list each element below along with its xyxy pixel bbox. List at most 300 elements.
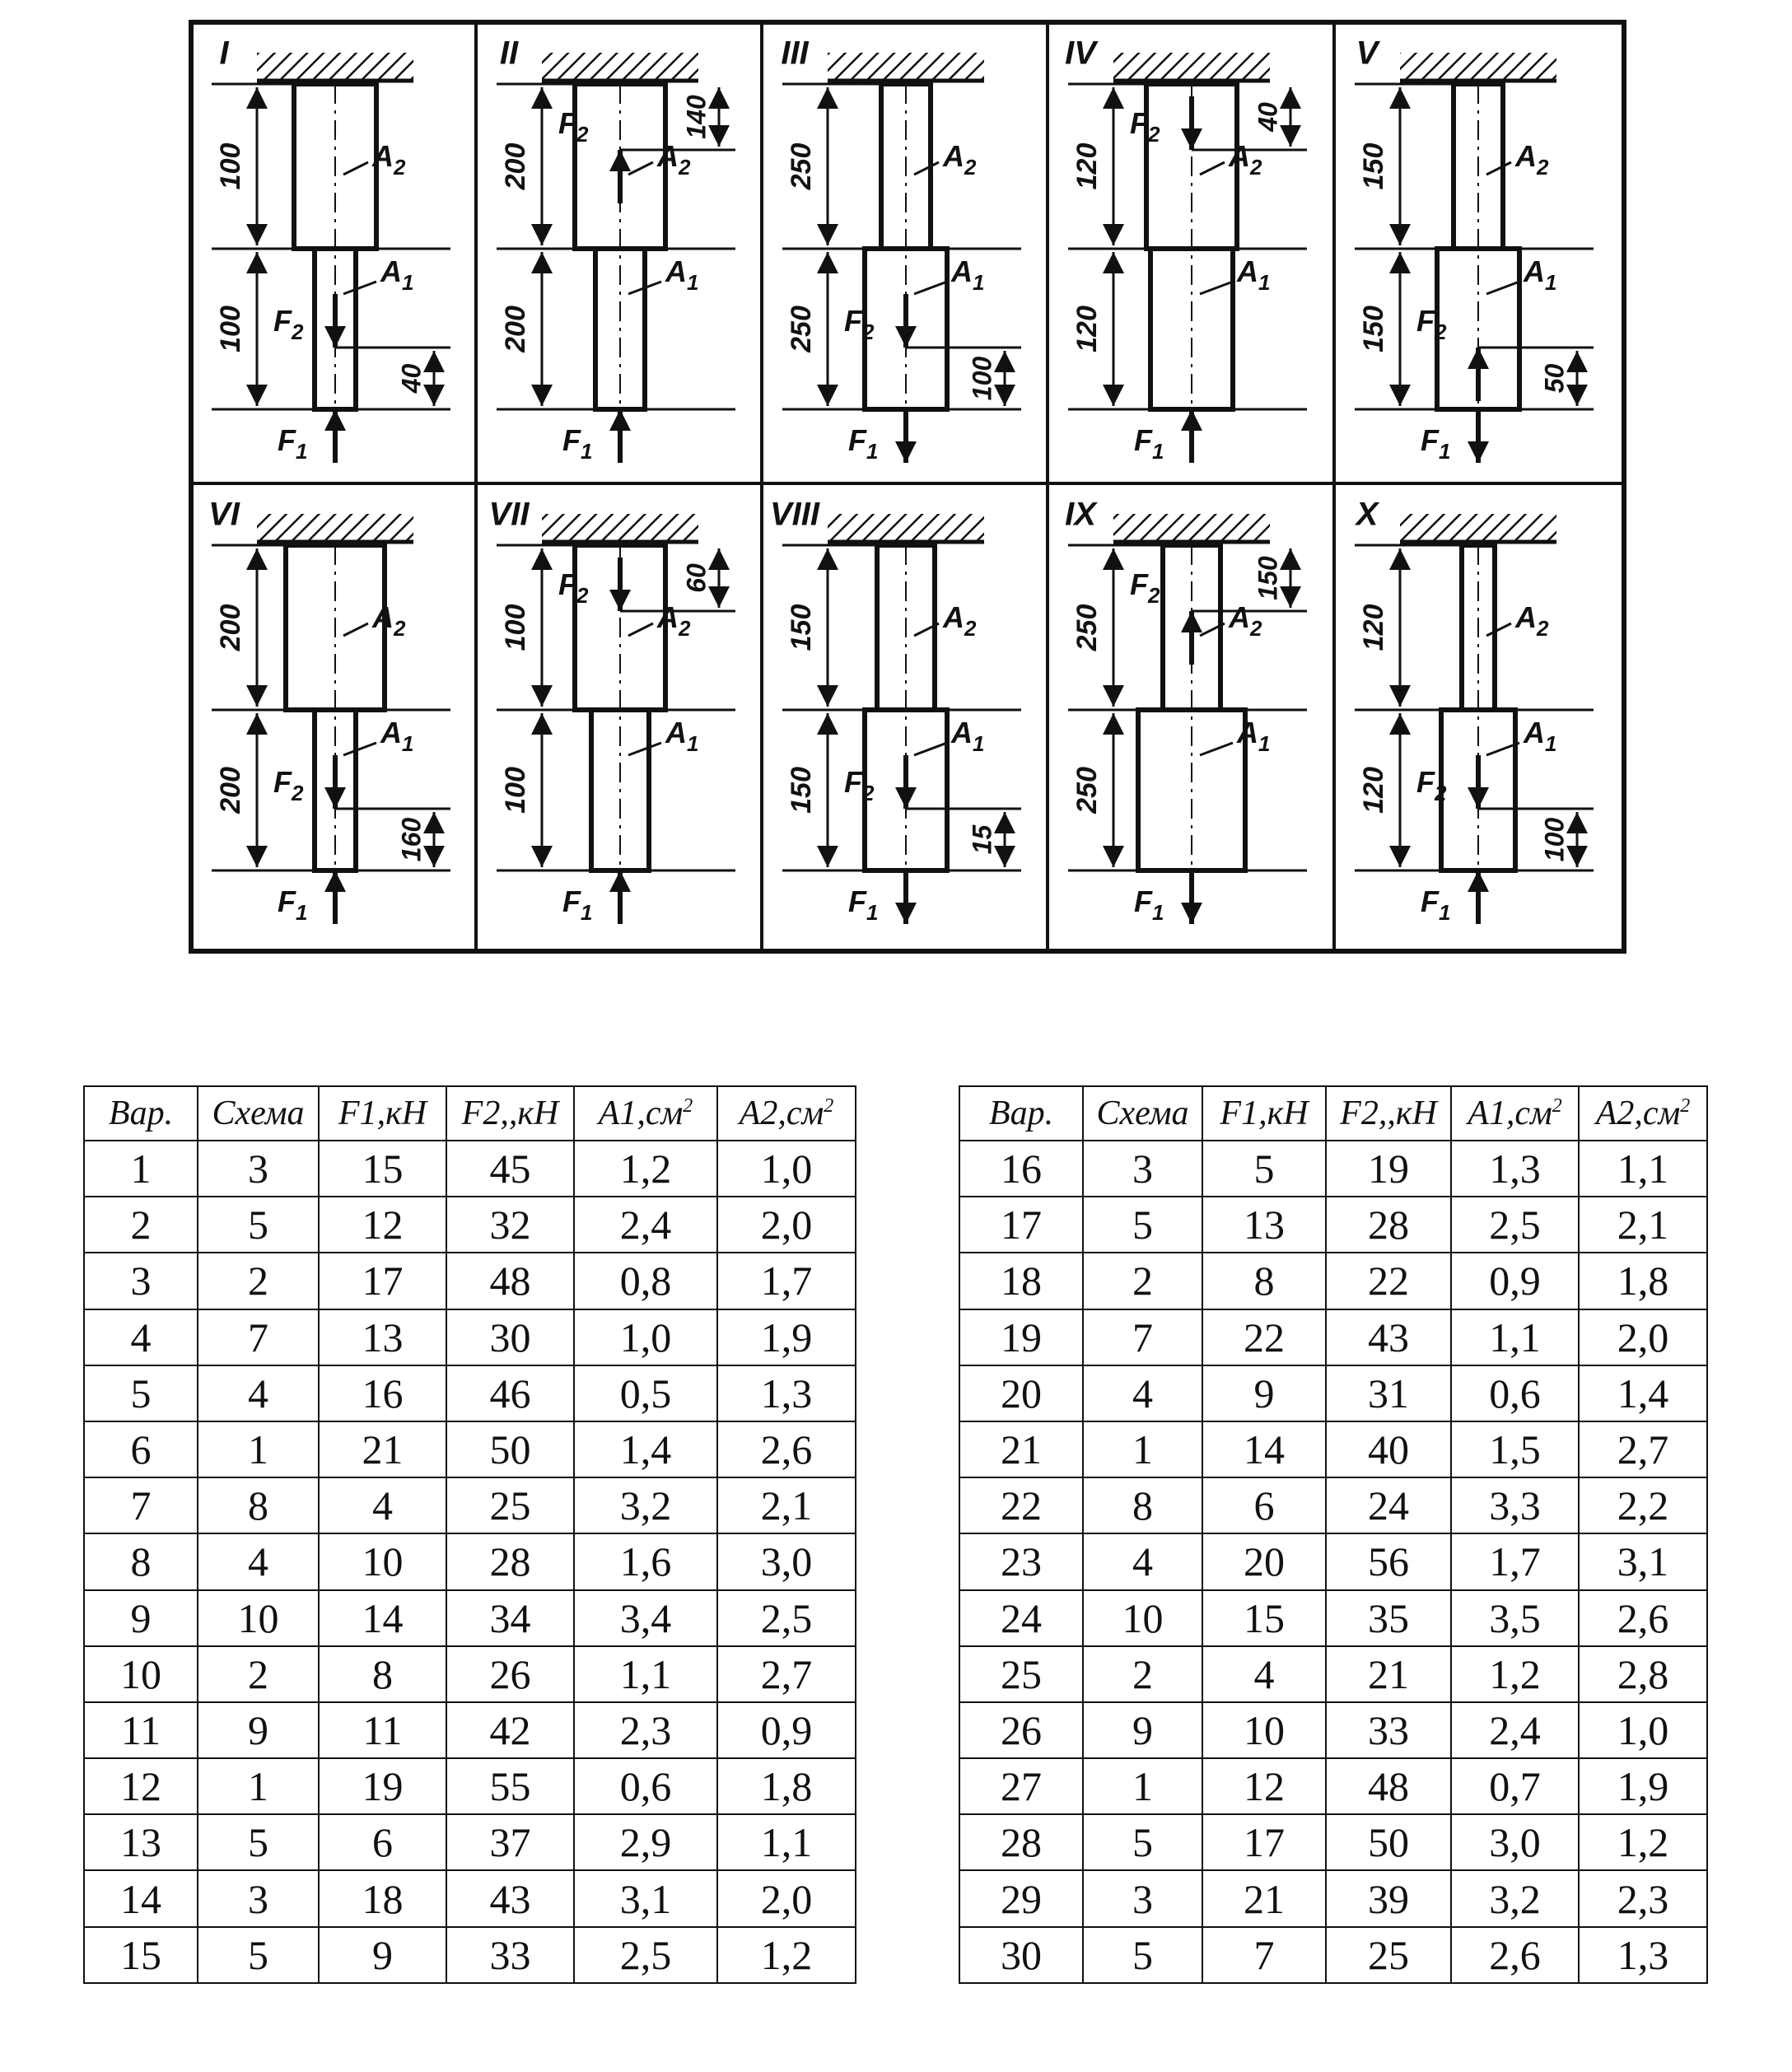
scheme-cell: 5	[198, 1197, 319, 1253]
dimension-f2-head-bottom	[994, 846, 1015, 867]
f2-offset-label: 140	[681, 95, 712, 139]
f1-cell: 6	[1202, 1477, 1326, 1533]
leader-line	[628, 743, 661, 755]
dimension-f2-head-top	[1280, 548, 1301, 570]
table-row	[84, 1309, 856, 1365]
a2-cell: 2,1	[717, 1477, 856, 1533]
f2-cell: 30	[446, 1309, 574, 1365]
a1-cell: 1,2	[574, 1141, 717, 1197]
force-f2-label-sub: 2	[862, 781, 875, 805]
dimension-f2-head-top	[708, 548, 730, 570]
a2-cell: 3,0	[717, 1533, 856, 1589]
area-a1-label	[950, 716, 984, 756]
header-f1: F1,кН	[1202, 1086, 1326, 1141]
force-f2-label-sub: 2	[576, 122, 589, 147]
table-row	[959, 1141, 1707, 1197]
f2-cell: 48	[446, 1253, 574, 1309]
leader-line	[343, 282, 376, 294]
force-f2-label-sub: 2	[1148, 583, 1160, 608]
var-cell: 17	[959, 1197, 1083, 1253]
var-cell: 22	[959, 1477, 1083, 1533]
scheme-roman-label: IV	[1065, 35, 1096, 72]
var-cell: 6	[84, 1421, 198, 1477]
force-f1-head	[1181, 903, 1202, 924]
force-f2-label	[1416, 304, 1447, 344]
support-hatch	[828, 53, 984, 79]
dimension-upper-head-bottom	[531, 685, 553, 707]
table-row	[959, 1365, 1707, 1421]
schemes-figure	[0, 0, 1792, 972]
f2-cell: 33	[1326, 1702, 1451, 1758]
force-f1-label-letter: F	[848, 884, 866, 918]
force-f1-label-sub: 1	[1439, 900, 1451, 925]
dimension-lower-head-bottom	[817, 385, 838, 406]
a1-cell: 3,2	[574, 1477, 717, 1533]
area-a2-label	[1228, 139, 1262, 180]
f2-offset-label: 160	[396, 817, 427, 862]
area-a1-label-letter: A	[1524, 716, 1545, 749]
dimension-lower-head-bottom	[531, 385, 553, 406]
area-a2-label	[656, 139, 691, 180]
lower-length-label: 250	[1071, 767, 1103, 814]
force-f2-label	[844, 304, 875, 344]
f2-cell: 34	[446, 1590, 574, 1646]
leader-line	[1486, 282, 1519, 294]
scheme-cell: 9	[198, 1702, 319, 1758]
area-a1-label-letter: A	[380, 254, 402, 288]
force-f1-label	[278, 423, 307, 464]
area-a1-label-sub: 1	[402, 270, 414, 295]
leader-line	[1486, 162, 1511, 175]
a1-cell: 0,8	[574, 1253, 717, 1309]
area-a2-label	[1228, 600, 1262, 641]
dimension-upper-head-bottom	[246, 224, 268, 245]
header-f2: F2,,кН	[1326, 1086, 1451, 1141]
header-a1: $A1,см^2$	[1451, 1086, 1579, 1141]
table-row	[959, 1421, 1707, 1477]
scheme-roman-label: I	[219, 35, 229, 72]
force-f1-head	[609, 409, 631, 431]
dimension-upper-head-bottom	[1103, 224, 1124, 245]
lower-length-label: 120	[1071, 306, 1103, 352]
f2-cell: 31	[1326, 1365, 1451, 1421]
f2-cell: 48	[1326, 1758, 1451, 1814]
area-a1-label-letter: A	[665, 254, 687, 288]
f2-offset-label: 150	[1253, 556, 1283, 600]
force-f2-label-sub: 2	[1435, 320, 1447, 344]
f2-cell: 42	[446, 1702, 574, 1758]
f1-cell: 11	[319, 1702, 446, 1758]
lower-length-label: 150	[785, 767, 817, 814]
scheme-2	[497, 35, 735, 464]
area-a2-label-letter: A	[1229, 139, 1250, 173]
f2-cell: 35	[1326, 1590, 1451, 1646]
area-a1-label-letter: A	[665, 716, 687, 749]
force-f2-label-letter: F	[1130, 567, 1148, 601]
var-cell: 27	[959, 1758, 1083, 1814]
upper-length-label: 150	[785, 604, 817, 651]
var-cell: 19	[959, 1309, 1083, 1365]
header-f2: F2,,кН	[446, 1086, 574, 1141]
dimension-f2-head-bottom	[708, 125, 730, 147]
a1-cell: 2,5	[574, 1927, 717, 1983]
table-row	[84, 1197, 856, 1253]
header-scheme: Схема	[1083, 1086, 1202, 1141]
scheme-8	[770, 497, 1021, 925]
a2-cell: 1,9	[717, 1309, 856, 1365]
variants-table-left	[83, 1085, 856, 1984]
a1-cell: 3,3	[1451, 1477, 1579, 1533]
dimension-upper-head-bottom	[817, 224, 838, 245]
area-a2-label	[656, 600, 691, 641]
header-scheme: Схема	[198, 1086, 319, 1141]
force-f1-label	[848, 423, 878, 464]
f1-cell: 15	[319, 1141, 446, 1197]
f1-cell: 18	[319, 1870, 446, 1926]
support-hatch	[257, 514, 413, 540]
table-row	[84, 1758, 856, 1814]
header-a2: $A2,см^2$	[717, 1086, 856, 1141]
lower-length-label: 100	[214, 306, 246, 352]
a2-cell: 2,0	[1579, 1309, 1707, 1365]
area-a1-label-sub: 1	[973, 270, 985, 295]
force-f1-head	[324, 870, 346, 892]
force-f1-head	[1468, 441, 1489, 463]
a1-cell: 2,6	[1451, 1927, 1579, 1983]
leader-line	[628, 162, 653, 175]
a2-cell: 2,7	[717, 1646, 856, 1702]
area-a1-label-sub: 1	[1545, 731, 1557, 756]
force-f2-label-sub: 2	[292, 320, 304, 344]
dimension-f2-head-top	[1566, 812, 1588, 833]
a2-cell: 1,0	[1579, 1702, 1707, 1758]
force-f1-label-letter: F	[1421, 423, 1439, 457]
force-f2-head	[609, 150, 631, 171]
f2-offset-label: 15	[967, 824, 997, 855]
a1-cell: 0,5	[574, 1365, 717, 1421]
area-a1-label	[1523, 716, 1556, 756]
var-cell: 24	[959, 1590, 1083, 1646]
area-a2-label-letter: A	[372, 139, 394, 173]
scheme-1	[212, 35, 450, 464]
table-row	[959, 1590, 1707, 1646]
area-a1-label-sub: 1	[687, 270, 699, 295]
table-header-row	[959, 1086, 1707, 1141]
a2-cell: 1,2	[717, 1927, 856, 1983]
table-row	[84, 1646, 856, 1702]
scheme-cell: 10	[198, 1590, 319, 1646]
var-cell: 7	[84, 1477, 198, 1533]
force-f1-label-sub: 1	[581, 900, 593, 925]
force-f1-label	[1134, 884, 1164, 925]
header-a1: $A1,см^2$	[574, 1086, 717, 1141]
var-cell: 18	[959, 1253, 1083, 1309]
dimension-lower-head-top	[1389, 713, 1411, 735]
var-cell: 2	[84, 1197, 198, 1253]
area-a2-label-sub: 2	[1250, 155, 1262, 180]
area-a1-label	[1523, 254, 1556, 295]
f1-cell: 9	[319, 1927, 446, 1983]
dimension-f2-head-bottom	[423, 846, 445, 867]
dimension-upper-head-top	[817, 87, 838, 109]
scheme-3	[781, 35, 1021, 464]
f1-cell: 12	[1202, 1758, 1326, 1814]
area-a2-label-letter: A	[657, 600, 679, 634]
table-row	[84, 1927, 856, 1983]
scheme-cell: 5	[1083, 1927, 1202, 1983]
area-a2-label-sub: 2	[1250, 616, 1262, 641]
f1-cell: 7	[1202, 1927, 1326, 1983]
var-cell: 8	[84, 1533, 198, 1589]
a1-cell: 2,3	[574, 1702, 717, 1758]
a1-cell: 1,7	[1451, 1533, 1579, 1589]
area-a1-label-letter: A	[951, 716, 973, 749]
var-cell: 23	[959, 1533, 1083, 1589]
dimension-f2-head-top	[423, 812, 445, 833]
a2-cell: 1,9	[1579, 1758, 1707, 1814]
var-cell: 4	[84, 1309, 198, 1365]
lower-length-label: 150	[1357, 306, 1389, 352]
f1-cell: 12	[319, 1197, 446, 1253]
a2-cell: 2,3	[1579, 1870, 1707, 1926]
a1-cell: 1,5	[1451, 1421, 1579, 1477]
f2-cell: 32	[446, 1197, 574, 1253]
area-a1-label-letter: A	[1524, 254, 1545, 288]
f2-cell: 43	[1326, 1309, 1451, 1365]
force-f1-label-letter: F	[562, 423, 581, 457]
dimension-lower-head-bottom	[1103, 385, 1124, 406]
table-row	[84, 1702, 856, 1758]
var-cell: 30	[959, 1927, 1083, 1983]
var-cell: 26	[959, 1702, 1083, 1758]
a2-cell: 1,1	[1579, 1141, 1707, 1197]
force-f1-head	[895, 903, 917, 924]
area-a1-label	[380, 716, 413, 756]
upper-length-label: 200	[499, 142, 531, 190]
dimension-f2-head-bottom	[1280, 125, 1301, 147]
f1-cell: 17	[1202, 1814, 1326, 1870]
force-f2-label-letter: F	[273, 765, 292, 799]
scheme-cell: 5	[1083, 1197, 1202, 1253]
scheme-4	[1065, 35, 1307, 464]
var-cell: 14	[84, 1870, 198, 1926]
dimension-upper-head-top	[246, 87, 268, 109]
f1-cell: 15	[1202, 1590, 1326, 1646]
f1-cell: 13	[319, 1309, 446, 1365]
dimension-lower-head-top	[246, 713, 268, 735]
table-row	[84, 1421, 856, 1477]
a1-cell: 1,0	[574, 1309, 717, 1365]
area-a2-label-sub: 2	[679, 155, 691, 180]
force-f1-label	[1134, 423, 1164, 464]
scheme-cell: 5	[198, 1814, 319, 1870]
f1-cell: 9	[1202, 1365, 1326, 1421]
force-f1-label-sub: 1	[296, 900, 308, 925]
a2-cell: 1,0	[717, 1141, 856, 1197]
scheme-cell: 10	[1083, 1590, 1202, 1646]
scheme-cell: 3	[198, 1141, 319, 1197]
force-f2-label-letter: F	[1416, 304, 1435, 338]
f1-cell: 4	[319, 1477, 446, 1533]
force-f1-head	[1181, 409, 1202, 431]
upper-length-label: 100	[499, 604, 531, 651]
dimension-f2-head-bottom	[994, 385, 1015, 406]
force-f2-label-sub: 2	[1435, 781, 1447, 805]
force-f1-label-letter: F	[278, 884, 296, 918]
area-a2-label-sub: 2	[394, 155, 406, 180]
scheme-cell: 9	[1083, 1702, 1202, 1758]
area-a2-label	[942, 139, 977, 180]
f2-cell: 33	[446, 1927, 574, 1983]
area-a2-label-letter: A	[1515, 600, 1537, 634]
lower-length-label: 120	[1357, 767, 1389, 814]
force-f1-head	[895, 441, 917, 463]
table-row	[959, 1477, 1707, 1533]
support-hatch	[1400, 53, 1556, 79]
f1-cell: 10	[1202, 1702, 1326, 1758]
f2-cell: 55	[446, 1758, 574, 1814]
force-f2-label-letter: F	[844, 765, 862, 799]
dimension-lower-head-top	[531, 252, 553, 273]
f2-cell: 28	[446, 1533, 574, 1589]
a1-cell: 3,0	[1451, 1814, 1579, 1870]
f1-cell: 10	[319, 1533, 446, 1589]
area-a1-label-letter: A	[1237, 254, 1258, 288]
dimension-upper-head-top	[1389, 87, 1411, 109]
force-f1-label	[1421, 423, 1450, 464]
force-f1-label-sub: 1	[866, 900, 879, 925]
table-row	[959, 1758, 1707, 1814]
f1-cell: 13	[1202, 1197, 1326, 1253]
a2-cell: 3,1	[1579, 1533, 1707, 1589]
f2-cell: 25	[1326, 1927, 1451, 1983]
f2-cell: 56	[1326, 1533, 1451, 1589]
table-row	[959, 1533, 1707, 1589]
dimension-lower-head-bottom	[246, 385, 268, 406]
area-a2-label-sub: 2	[964, 155, 977, 180]
scheme-cell: 1	[198, 1421, 319, 1477]
scheme-cell: 2	[198, 1253, 319, 1309]
area-a1-label-sub: 1	[402, 731, 414, 756]
dimension-lower-head-top	[1103, 252, 1124, 273]
force-f2-label-letter: F	[273, 304, 292, 338]
header-var: Вар.	[959, 1086, 1083, 1141]
support-hatch	[542, 514, 698, 540]
var-cell: 25	[959, 1646, 1083, 1702]
dimension-upper-head-top	[1103, 548, 1124, 570]
scheme-cell: 5	[198, 1927, 319, 1983]
lower-length-label: 250	[785, 306, 817, 352]
support-hatch	[257, 53, 413, 79]
dimension-f2-head-top	[1566, 351, 1588, 372]
area-a1-label-letter: A	[951, 254, 973, 288]
scheme-cell: 4	[1083, 1365, 1202, 1421]
area-a1-label	[665, 716, 698, 756]
area-a2-label-letter: A	[943, 600, 964, 634]
a1-cell: 0,9	[1451, 1253, 1579, 1309]
header-a2: $A2,см^2$	[1579, 1086, 1707, 1141]
scheme-7	[489, 497, 735, 925]
force-f2-head	[1468, 787, 1489, 809]
area-a2-label-sub: 2	[1537, 616, 1549, 641]
force-f2-head	[1181, 128, 1202, 150]
f2-cell: 45	[446, 1141, 574, 1197]
var-cell: 15	[84, 1927, 198, 1983]
upper-length-label: 200	[214, 604, 246, 651]
table-row	[84, 1814, 856, 1870]
force-f2-head	[1468, 348, 1489, 369]
f2-cell: 50	[1326, 1814, 1451, 1870]
scheme-roman-label: II	[499, 35, 519, 72]
force-f2-label-letter: F	[1130, 106, 1148, 140]
area-a2-label	[1514, 139, 1549, 180]
area-a2-label	[371, 600, 406, 641]
f1-cell: 5	[1202, 1141, 1326, 1197]
force-f1-label	[848, 884, 878, 925]
scheme-cell: 5	[1083, 1814, 1202, 1870]
force-f2-head	[1181, 611, 1202, 632]
var-cell: 16	[959, 1141, 1083, 1197]
area-a1-label	[380, 254, 413, 295]
dimension-upper-head-top	[531, 87, 553, 109]
scheme-roman-label: IX	[1065, 496, 1096, 533]
upper-length-label: 120	[1071, 142, 1103, 190]
a2-cell: 1,1	[717, 1814, 856, 1870]
f1-cell: 21	[319, 1421, 446, 1477]
scheme-cell: 2	[1083, 1646, 1202, 1702]
area-a2-label-sub: 2	[964, 616, 977, 641]
a1-cell: 2,5	[1451, 1197, 1579, 1253]
force-f2-label	[273, 765, 304, 805]
area-a2-label-letter: A	[1515, 139, 1537, 173]
a1-cell: 1,4	[574, 1421, 717, 1477]
scheme-cell: 7	[1083, 1309, 1202, 1365]
dimension-upper-head-bottom	[1389, 685, 1411, 707]
f2-cell: 39	[1326, 1870, 1451, 1926]
area-a2-label-letter: A	[372, 600, 394, 634]
scheme-cell: 1	[1083, 1421, 1202, 1477]
a1-cell: 3,2	[1451, 1870, 1579, 1926]
force-f2-label-letter: F	[844, 304, 862, 338]
dimension-f2-head-bottom	[1566, 385, 1588, 406]
area-a2-label-sub: 2	[1537, 155, 1549, 180]
table-row	[84, 1141, 856, 1197]
a1-cell: 2,4	[574, 1197, 717, 1253]
f2-offset-label: 40	[396, 363, 427, 394]
var-cell: 5	[84, 1365, 198, 1421]
f1-cell: 22	[1202, 1309, 1326, 1365]
var-cell: 10	[84, 1646, 198, 1702]
dimension-lower-head-bottom	[1389, 846, 1411, 867]
dimension-lower-head-top	[817, 252, 838, 273]
a2-cell: 0,9	[717, 1702, 856, 1758]
dimension-lower-head-bottom	[531, 846, 553, 867]
f2-cell: 22	[1326, 1253, 1451, 1309]
a2-cell: 1,7	[717, 1253, 856, 1309]
f2-offset-label: 100	[967, 356, 997, 401]
a2-cell: 2,0	[717, 1870, 856, 1926]
a1-cell: 2,4	[1451, 1702, 1579, 1758]
table-row	[959, 1870, 1707, 1926]
f2-cell: 50	[446, 1421, 574, 1477]
a2-cell: 2,0	[717, 1197, 856, 1253]
leader-line	[1486, 623, 1511, 636]
var-cell: 1	[84, 1141, 198, 1197]
var-cell: 21	[959, 1421, 1083, 1477]
scheme-cell: 1	[1083, 1758, 1202, 1814]
dimension-f2-head-bottom	[423, 385, 445, 406]
scheme-roman-label: VIII	[769, 496, 820, 533]
